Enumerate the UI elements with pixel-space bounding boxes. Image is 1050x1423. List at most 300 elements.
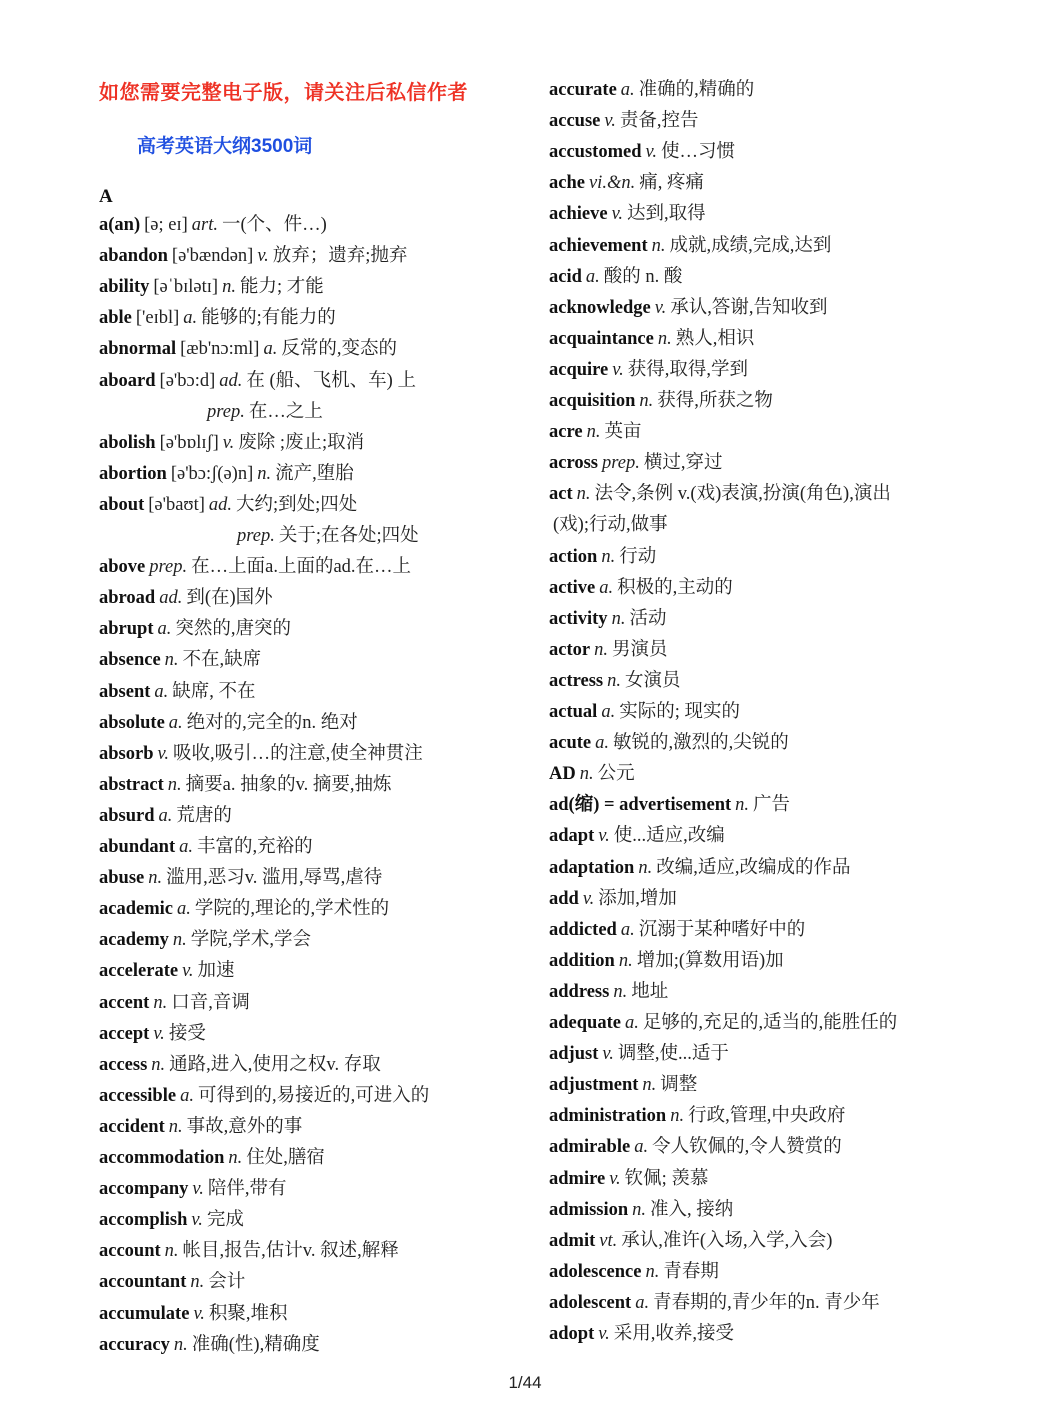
entry-word: accompany (99, 1179, 189, 1200)
entry-part-of-speech: a. (168, 712, 183, 733)
entry-part-of-speech: n. (257, 463, 272, 484)
vocab-entry (99, 680, 256, 704)
entry-part-of-speech: a. (179, 837, 193, 857)
entry-part-of-speech: n. (579, 764, 594, 785)
entry-definition: 男演员 (611, 639, 668, 660)
vocab-entry (99, 369, 416, 393)
vocab-entry (549, 451, 723, 475)
entry-part-of-speech: v. (598, 826, 610, 847)
entry-definition: 学院,学术,学会 (190, 930, 312, 951)
entry-word: accident (99, 1116, 165, 1137)
vocab-entry (549, 1042, 729, 1066)
entry-definition: 能够的;有能力的 (201, 308, 336, 329)
entry-part-of-speech: vt. (599, 1230, 618, 1251)
entry-definition: 熟人,相识 (675, 328, 755, 349)
vocab-entry (99, 306, 336, 330)
vocab-entry (99, 617, 291, 641)
entry-word: accomplish (99, 1210, 188, 1231)
entry-part-of-speech: a. (601, 702, 616, 722)
vocab-entry (99, 711, 358, 735)
vocab-entry (549, 638, 667, 662)
vocab-entry (99, 1302, 288, 1326)
entry-word: acquire (549, 359, 609, 380)
entry-word: addition (549, 950, 615, 971)
vocab-entry (99, 1115, 302, 1139)
entry-part-of-speech: a. (154, 681, 169, 702)
entry-definition: 在…之上 (248, 401, 323, 422)
document-title: 高考英语大纲3500词 (137, 136, 313, 157)
entry-definition: 可得到的,易接近的,可进入的 (197, 1085, 430, 1106)
vocab-entry (99, 555, 411, 579)
entry-word: act (549, 484, 573, 505)
vocab-entry (549, 607, 666, 631)
entry-definition: 滥用,恶习v. 滥用,辱骂,虐待 (166, 868, 383, 889)
entry-part-of-speech: v. (193, 1303, 205, 1324)
entry-part-of-speech: n. (172, 930, 187, 951)
entry-definition: 到(在)国外 (186, 588, 273, 609)
entry-definition: 行政,管理,中央政府 (688, 1106, 846, 1127)
entry-part-of-speech: a. (599, 577, 614, 598)
vocab-entry (549, 327, 754, 351)
vocab-entry (549, 358, 748, 382)
vocab-entry (99, 804, 232, 828)
entry-definition: 增加;(算数用语)加 (636, 950, 784, 971)
vocab-entry (99, 1053, 381, 1077)
entry-word: abstract (99, 774, 164, 795)
entry-word: admit (549, 1230, 596, 1251)
entry-definition: 在…上面a.上面的ad.在…上 (191, 557, 412, 578)
entry-part-of-speech: ad. (219, 370, 243, 391)
entry-part-of-speech: v. (153, 1023, 165, 1044)
entry-definition: 不在,缺席 (182, 650, 262, 671)
entry-definition: 承认,答谢,告知收到 (670, 297, 828, 318)
entry-word: address (549, 981, 610, 1002)
vocab-entry (99, 244, 407, 268)
vocab-entry (549, 762, 635, 786)
entry-part-of-speech: ad. (208, 494, 232, 515)
entry-definition: 实际的; 现实的 (619, 702, 740, 722)
entry-part-of-speech: v. (654, 297, 667, 318)
entry-word: accountant (99, 1272, 187, 1293)
entry-part-of-speech: n. (642, 1075, 657, 1096)
vocab-entry (549, 78, 754, 102)
entry-part-of-speech: a. (595, 733, 609, 754)
entry-phonetic: [ə'bɒlɪʃ] (159, 432, 219, 453)
entry-part-of-speech: ad. (159, 588, 183, 609)
entry-definition: 使...适应,改编 (613, 826, 725, 847)
entry-part-of-speech: a. (620, 80, 635, 100)
entry-word: absence (99, 650, 161, 671)
entry-word: above (99, 557, 146, 578)
entry-word: adolescence (549, 1261, 642, 1282)
entry-part-of-speech: n. (645, 1261, 660, 1282)
vocab-entry (549, 576, 733, 600)
vocab-entry (549, 793, 790, 817)
entry-word: actress (549, 670, 604, 691)
entry-definition: 摘要a. 抽象的v. 摘要,抽炼 (185, 774, 392, 795)
entry-phonetic: [ə'bændən] (171, 246, 254, 267)
vocab-entry (549, 1167, 708, 1191)
vocab-entry (549, 700, 740, 724)
entry-part-of-speech: v. (192, 1179, 204, 1200)
vocab-entry (549, 824, 725, 848)
entry-part-of-speech: prep. (237, 526, 275, 546)
entry-part-of-speech: n. (594, 639, 608, 660)
entry-definition: 钦佩; 羡慕 (624, 1168, 709, 1189)
entry-part-of-speech: n. (657, 328, 672, 349)
entry-definition: 女演员 (624, 670, 681, 691)
entry-part-of-speech: n. (651, 235, 666, 256)
entry-word: absorb (99, 743, 154, 764)
entry-word: ad(缩) = advertisement (549, 795, 732, 816)
entry-word: accuracy (99, 1334, 170, 1355)
entry-word: AD (549, 764, 576, 785)
vocab-entry (99, 213, 327, 237)
entry-definition: 调整,使...适于 (617, 1044, 729, 1065)
entry-part-of-speech: v. (598, 1324, 610, 1344)
entry-word: admire (549, 1168, 606, 1189)
vocab-entry (549, 1322, 734, 1346)
entry-definition: 关于;在各处;四处 (278, 526, 419, 546)
entry-word: adopt (549, 1324, 595, 1344)
vocab-entry (99, 1239, 399, 1263)
entry-word: accept (99, 1023, 150, 1044)
entry-word: ability (99, 277, 150, 298)
vocab-entry (99, 835, 313, 859)
vocab-entry (549, 1291, 880, 1315)
entry-word: absolute (99, 712, 165, 733)
entry-definition: 住处,膳宿 (246, 1148, 325, 1168)
entry-definition: 令人钦佩的,令人赞赏的 (652, 1137, 842, 1158)
entry-part-of-speech: n. (632, 1199, 647, 1220)
vocab-entry (549, 420, 641, 444)
entry-definition: 英亩 (604, 422, 642, 443)
entry-part-of-speech: vi.&n. (588, 173, 636, 194)
entry-definition: 承认,准许(入场,入学,入会) (621, 1230, 833, 1251)
entry-word: able (99, 308, 132, 329)
entry-definition: 一(个、件…) (222, 215, 327, 235)
entry-part-of-speech: n. (153, 992, 168, 1013)
entry-definition: 青春期 (663, 1261, 719, 1282)
entry-word: accumulate (99, 1303, 190, 1324)
entry-part-of-speech: a. (157, 619, 172, 640)
vocab-entry (549, 918, 805, 942)
entry-definition: 横过,穿过 (643, 453, 723, 474)
entry-part-of-speech: n. (638, 857, 653, 878)
entry-definition: 学院的,理论的,学术性的 (194, 899, 390, 920)
entry-definition: 绝对的,完全的n. 绝对 (186, 712, 358, 733)
entry-definition: 足够的,充足的,适当的,能胜任的 (642, 1013, 898, 1033)
entry-definition: 会计 (208, 1272, 246, 1293)
entry-word: access (99, 1054, 148, 1075)
entry-part-of-speech: n. (228, 1148, 243, 1168)
entry-word: abortion (99, 463, 167, 484)
vocab-entry (99, 1208, 244, 1232)
entry-definition: (戏);行动,做事 (553, 515, 668, 536)
entry-word: administration (549, 1106, 667, 1127)
entry-definition: 广告 (753, 795, 791, 816)
vocab-entry (549, 731, 789, 755)
entry-definition: 通路,进入,使用之权v. 存取 (169, 1054, 381, 1075)
entry-word: activity (549, 608, 608, 629)
entry-word: accent (99, 992, 150, 1013)
entry-part-of-speech: n. (167, 774, 182, 795)
entry-phonetic: [ə'bɔ:ʃ(ə)n] (170, 463, 254, 484)
entry-part-of-speech: n. (164, 650, 179, 671)
entry-part-of-speech: v. (222, 432, 235, 453)
vocab-entry (99, 897, 389, 921)
entry-phonetic: ['eɪbl] (135, 308, 180, 329)
vocab-entry (549, 856, 850, 880)
entry-part-of-speech: a. (635, 1292, 650, 1313)
entry-part-of-speech: v. (609, 1168, 621, 1189)
entry-word: admirable (549, 1137, 631, 1158)
entry-word: about (99, 494, 145, 515)
entry-part-of-speech: v. (602, 1044, 614, 1065)
entry-word: abundant (99, 837, 176, 857)
entry-part-of-speech: n. (164, 1241, 179, 1262)
entry-definition: 成就,成绩,完成,达到 (669, 235, 832, 256)
entry-part-of-speech: v. (191, 1210, 203, 1231)
vocab-entry (549, 140, 735, 164)
vocab-entry (549, 265, 682, 289)
entry-part-of-speech: a. (624, 1013, 639, 1033)
entry-definition: 行动 (619, 546, 657, 567)
entry-word: abolish (99, 432, 156, 453)
entry-definition: 放弃；遗弃;抛弃 (272, 246, 408, 267)
entry-definition: 在 (船、飞机、车) 上 (246, 370, 416, 391)
vocab-entry (549, 1198, 733, 1222)
vocab-entry (99, 275, 324, 299)
vocab-entry (99, 586, 273, 610)
entry-part-of-speech: n. (639, 391, 654, 411)
vocab-entry (99, 1084, 429, 1108)
entry-definition: 法令,条例 v.(戏)表演,扮演(角色),演出 (594, 484, 891, 505)
entry-word: abuse (99, 868, 145, 889)
vocab-entry (99, 648, 261, 672)
entry-part-of-speech: a. (620, 919, 635, 940)
entry-part-of-speech: n. (586, 422, 601, 443)
entry-part-of-speech: a. (634, 1137, 649, 1158)
entry-definition: 使…习惯 (660, 142, 735, 163)
vocab-entry (99, 928, 311, 952)
vocab-entry (549, 887, 677, 911)
entry-part-of-speech: n. (222, 277, 236, 298)
entry-definition: 责备,控告 (619, 111, 699, 132)
entry-word: absent (99, 681, 151, 702)
vocab-entry (99, 991, 250, 1015)
entry-part-of-speech: prep. (149, 557, 188, 578)
entry-part-of-speech: a. (180, 1085, 194, 1106)
entry-definition: 事故,意外的事 (186, 1116, 303, 1137)
entry-definition: 痛, 疼痛 (639, 173, 704, 194)
entry-definition: 积聚,堆积 (208, 1303, 288, 1324)
vocab-entry (99, 866, 382, 890)
vocab-entry (549, 980, 668, 1004)
entry-part-of-speech: v. (157, 743, 169, 764)
entry-word: action (549, 546, 598, 567)
entry-definition: 反常的,变态的 (281, 339, 397, 360)
vocab-entry (549, 1229, 832, 1253)
entry-definition: 获得,所获之物 (657, 391, 773, 411)
entry-definition: 完成 (206, 1210, 244, 1231)
entry-definition: 获得,取得,学到 (627, 359, 749, 380)
vocab-entry (549, 669, 681, 693)
entry-part-of-speech: n. (601, 546, 616, 567)
entry-word: academy (99, 930, 169, 951)
entry-definition: 地址 (631, 981, 669, 1002)
entry-part-of-speech: n. (190, 1272, 205, 1293)
entry-definition: 改编,适应,改编成的作品 (656, 857, 851, 878)
promo-notice: 如您需要完整电子版，请关注后私信作者 (99, 82, 468, 104)
entry-part-of-speech: n. (607, 670, 621, 691)
entry-definition: 加速 (197, 961, 235, 982)
vocab-entry (99, 959, 235, 983)
entry-part-of-speech: v. (182, 961, 194, 982)
vocab-entry (549, 1011, 897, 1035)
entry-definition: 青春期的,青少年的n. 青少年 (653, 1292, 880, 1313)
entry-word: actual (549, 702, 598, 722)
entry-definition: 能力; 才能 (239, 277, 324, 298)
entry-definition: 准确的,精确的 (638, 80, 755, 100)
entry-part-of-speech: v. (611, 204, 624, 225)
vocab-entry (99, 462, 354, 486)
vocab-entry (99, 1146, 325, 1170)
vocab-entry (549, 1073, 697, 1097)
entry-word: abandon (99, 246, 168, 267)
vocab-entry (549, 1104, 845, 1128)
entry-part-of-speech: n. (618, 950, 633, 971)
section-letter: A (99, 186, 113, 207)
entry-part-of-speech: n. (670, 1106, 685, 1127)
vocab-entry (99, 431, 364, 455)
vocab-entry (549, 202, 706, 226)
entry-phonetic: [æb'nɔ:ml] (180, 339, 260, 360)
vocab-entry (549, 296, 827, 320)
entry-definition: 酸的 n. 酸 (603, 266, 683, 287)
entry-part-of-speech: v. (612, 359, 624, 380)
entry-word: accustomed (549, 142, 642, 163)
entry-word: abroad (99, 588, 156, 609)
entry-word: absurd (99, 805, 155, 826)
entry-word: academic (99, 899, 173, 920)
vocab-entry (549, 389, 773, 413)
entry-part-of-speech: n. (173, 1334, 188, 1355)
entry-definition: 废除 ;废止;取消 (238, 432, 365, 453)
vocab-entry-continuation (237, 524, 419, 548)
entry-part-of-speech: v. (645, 142, 657, 163)
vocab-entry (549, 234, 831, 258)
vocab-entry-continuation (549, 513, 668, 537)
entry-word: accommodation (99, 1148, 225, 1168)
entry-part-of-speech: a. (176, 899, 191, 920)
entry-phonetic: [ə; eɪ] (144, 215, 188, 235)
entry-word: acquisition (549, 391, 636, 411)
entry-phonetic: [ə'bɔ:d] (159, 370, 216, 391)
entry-word: abrupt (99, 619, 154, 640)
entry-phonetic: [ə'baʊt] (148, 494, 205, 515)
entry-word: add (549, 888, 579, 909)
vocab-entry (549, 171, 704, 195)
entry-word: acute (549, 733, 592, 754)
entry-part-of-speech: v. (257, 246, 269, 267)
entry-word: a(an) (99, 215, 141, 235)
entry-part-of-speech: n. (576, 484, 591, 505)
entry-definition: 大约;到处;四处 (236, 494, 358, 515)
entry-word: ache (549, 173, 585, 194)
entry-part-of-speech: v. (582, 888, 595, 909)
entry-definition: 吸收,吸引…的注意,使全神贯注 (172, 743, 423, 764)
entry-word: adjust (549, 1044, 599, 1065)
entry-definition: 荒唐的 (176, 805, 232, 826)
entry-word: acknowledge (549, 297, 651, 318)
entry-part-of-speech: a. (158, 805, 173, 826)
entry-word: accurate (549, 80, 617, 100)
entry-word: acid (549, 266, 582, 287)
entry-part-of-speech: a. (585, 266, 600, 287)
vocab-entry (99, 1333, 320, 1357)
entry-definition: 公元 (597, 764, 635, 785)
entry-definition: 积极的,主动的 (617, 577, 733, 598)
entry-definition: 达到,取得 (627, 204, 706, 225)
entry-part-of-speech: n. (613, 981, 628, 1002)
entry-definition: 帐目,报告,估计v. 叙述,解释 (182, 1241, 399, 1262)
entry-word: adapt (549, 826, 595, 847)
vocab-entry (99, 773, 392, 797)
vocab-entry (99, 337, 397, 361)
entry-part-of-speech: n. (735, 795, 750, 816)
entry-word: achievement (549, 235, 648, 256)
vocab-entry (99, 1022, 206, 1046)
vocab-entry-continuation (207, 400, 323, 424)
entry-word: adjustment (549, 1075, 639, 1096)
entry-word: actor (549, 639, 591, 660)
vocab-entry (99, 493, 357, 517)
entry-word: acquaintance (549, 328, 654, 349)
vocab-entry (99, 1270, 245, 1294)
entry-part-of-speech: n. (148, 868, 163, 889)
entry-part-of-speech: a. (263, 339, 278, 360)
entry-word: admission (549, 1199, 629, 1220)
entry-part-of-speech: v. (604, 111, 616, 132)
entry-part-of-speech: a. (183, 308, 198, 329)
entry-word: adolescent (549, 1292, 632, 1313)
vocab-entry (549, 1260, 719, 1284)
entry-definition: 活动 (629, 608, 667, 629)
vocab-entry (549, 482, 891, 506)
entry-definition: 缺席, 不在 (172, 681, 256, 702)
entry-definition: 敏锐的,激烈的,尖锐的 (613, 733, 789, 754)
entry-definition: 丰富的,充裕的 (196, 837, 313, 857)
entry-word: addicted (549, 919, 617, 940)
entry-word: across (549, 453, 598, 474)
entry-part-of-speech: prep. (602, 453, 640, 474)
entry-word: accessible (99, 1085, 177, 1106)
entry-definition: 口音,音调 (171, 992, 250, 1013)
entry-part-of-speech: n. (611, 608, 626, 629)
vocab-entry (99, 742, 423, 766)
entry-phonetic: [əˈbɪlətɪ] (153, 277, 219, 298)
entry-definition: 采用,收养,接受 (613, 1324, 734, 1344)
vocab-entry (99, 1177, 287, 1201)
entry-definition: 准入, 接纳 (650, 1199, 734, 1220)
entry-word: account (99, 1241, 161, 1262)
entry-definition: 添加,增加 (598, 888, 677, 909)
entry-word: achieve (549, 204, 608, 225)
entry-part-of-speech: n. (151, 1054, 166, 1075)
entry-definition: 调整 (660, 1075, 698, 1096)
entry-word: active (549, 577, 596, 598)
